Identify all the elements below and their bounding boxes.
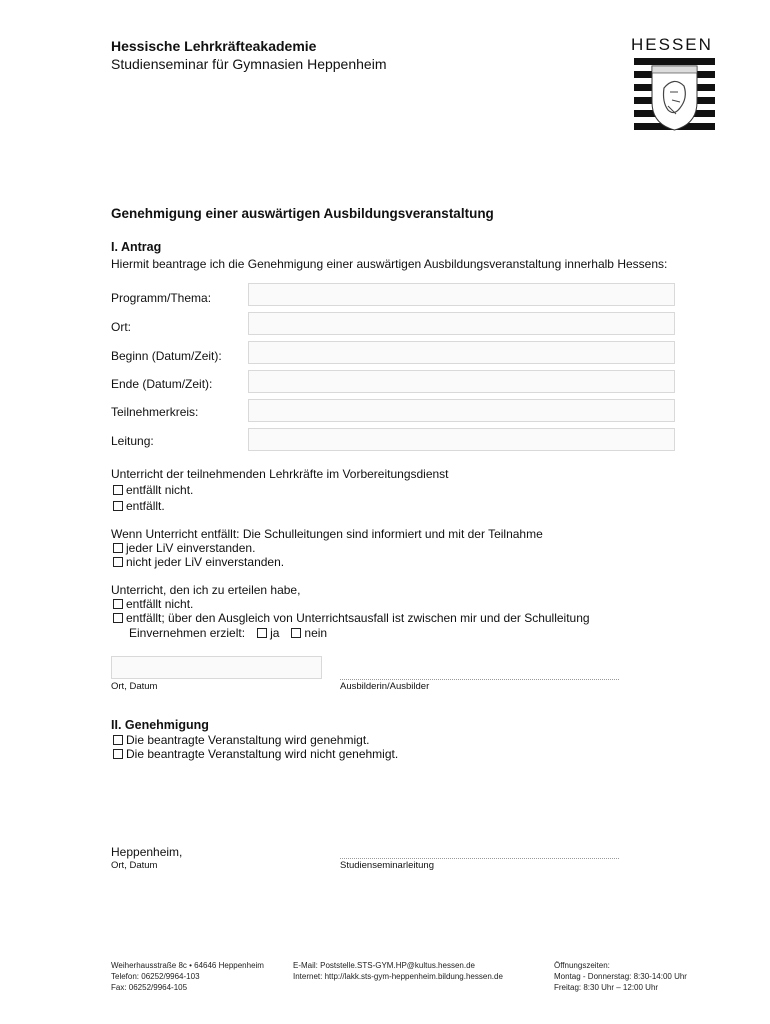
field-label-teilnehmerkreis: Teilnehmerkreis:	[111, 405, 199, 419]
q3-text: Unterricht, den ich zu erteilen habe,	[111, 583, 301, 597]
sig-label-ort-datum: Ort, Datum	[111, 681, 158, 692]
logo-wordmark: HESSEN	[631, 35, 713, 54]
approval-place: Heppenheim,	[111, 845, 183, 859]
ende-input[interactable]	[248, 370, 675, 393]
checkbox[interactable]	[113, 501, 123, 511]
q2-option-all-agree[interactable]: jeder LiV einverstanden.	[113, 541, 255, 555]
q1-option-not-cancelled[interactable]: entfällt nicht.	[113, 483, 193, 497]
footer-address: Weiherhausstraße 8c • 64646 Heppenheim Telefon: 06252/9964-103 Fax: 06252/9964-105	[111, 961, 264, 992]
section-antrag-heading: I. Antrag	[111, 240, 162, 254]
footer-website[interactable]: Internet: http://lakk.sts-gym-heppenheim.bildung.hessen.de	[293, 972, 503, 981]
signature-line-seminarleitung	[340, 858, 619, 859]
q1-text: Unterricht der teilnehmenden Lehrkräfte im Vorbereitungsdienst	[111, 467, 449, 481]
checkbox[interactable]	[113, 749, 123, 759]
field-label-programm: Programm/Thema:	[111, 291, 212, 305]
sig-label-ausbilder: Ausbilderin/Ausbilder	[340, 681, 430, 692]
q2-option-not-all-agree[interactable]: nicht jeder LiV einverstanden.	[113, 555, 284, 569]
document-title: Genehmigung einer auswärtigen Ausbildungsveranstaltung	[111, 206, 494, 221]
approval-sig-label-ort-datum: Ort, Datum	[111, 860, 158, 871]
organization-subtitle: Studienseminar für Gymnasien Heppenheim	[111, 56, 387, 72]
field-label-ende: Ende (Datum/Zeit):	[111, 377, 213, 391]
section-genehmigung-heading: II. Genehmigung	[111, 718, 209, 732]
hessen-coat-of-arms-icon	[634, 58, 715, 136]
q3-option-cancelled[interactable]: entfällt; über den Ausgleich von Unterrichtsausfall ist zwischen mir und der Schulleitung	[113, 611, 590, 625]
checkbox[interactable]	[113, 557, 123, 567]
leitung-input[interactable]	[248, 428, 675, 451]
checkbox[interactable]	[113, 613, 123, 623]
programm-input[interactable]	[248, 283, 675, 306]
checkbox[interactable]	[113, 599, 123, 609]
field-label-beginn: Beginn (Datum/Zeit):	[111, 349, 222, 363]
q3-option-not-cancelled[interactable]: entfällt nicht.	[113, 597, 193, 611]
checkbox[interactable]	[113, 735, 123, 745]
field-label-leitung: Leitung:	[111, 434, 154, 448]
checkbox[interactable]	[113, 543, 123, 553]
organization-name: Hessische Lehrkräfteakademie	[111, 38, 317, 54]
ort-input[interactable]	[248, 312, 675, 335]
antrag-intro: Hiermit beantrage ich die Genehmigung einer auswärtigen Ausbildungsveranstaltung innerhalb Hessens:	[111, 257, 668, 271]
signature-line-ausbilder	[340, 679, 619, 680]
ort-datum-input[interactable]	[111, 656, 322, 679]
beginn-input[interactable]	[248, 341, 675, 364]
approval-option-approved[interactable]: Die beantragte Veranstaltung wird genehmigt.	[113, 733, 370, 747]
nein-checkbox[interactable]	[291, 628, 301, 638]
ja-checkbox[interactable]	[257, 628, 267, 638]
footer-opening-hours: Öffnungszeiten: Montag - Donnerstag: 8:30-14:00 Uhr Freitag: 8:30 Uhr – 12:00 Uhr	[554, 961, 687, 992]
q3-agreement-line: Einvernehmen erzielt: ja nein	[129, 626, 328, 640]
footer-email[interactable]: E-Mail: Poststelle.STS-GYM.HP@kultus.hessen.de	[293, 961, 475, 970]
checkbox[interactable]	[113, 485, 123, 495]
q2-text: Wenn Unterricht entfällt: Die Schulleitungen sind informiert und mit der Teilnahme	[111, 527, 543, 541]
approval-sig-label-seminarleitung: Studienseminarleitung	[340, 860, 435, 871]
approval-option-not-approved[interactable]: Die beantragte Veranstaltung wird nicht genehmigt.	[113, 747, 398, 761]
footer-contact	[293, 960, 503, 982]
teilnehmerkreis-input[interactable]	[248, 399, 675, 422]
field-label-ort: Ort:	[111, 320, 131, 334]
q1-option-cancelled[interactable]: entfällt.	[113, 499, 165, 513]
